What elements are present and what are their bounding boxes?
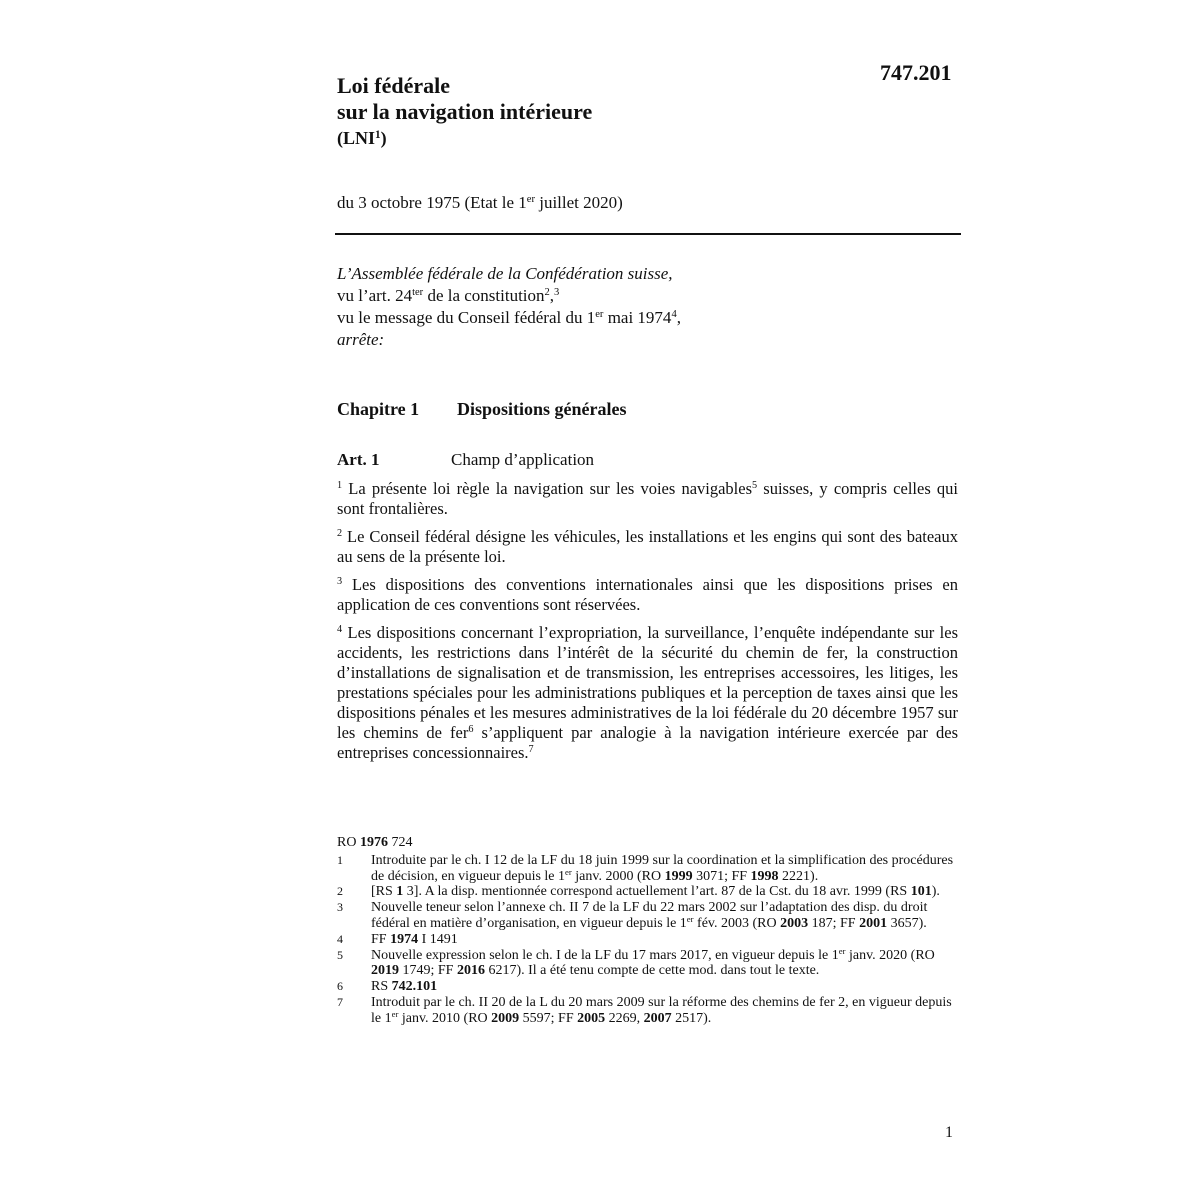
- footnotes: [337, 835, 957, 1027]
- superscript-ter: ter: [412, 287, 424, 299]
- rs-number: 747.201: [880, 60, 952, 85]
- preamble-line-constitution: [337, 285, 957, 307]
- fn-text: fév. 2003 (RO: [693, 915, 781, 931]
- article-paragraph-2: [337, 527, 958, 567]
- chapter-title: Dispositions générales: [457, 399, 627, 419]
- fn-bold: 2007: [643, 1010, 672, 1026]
- footnote-5: [337, 945, 957, 980]
- fn-sup: er: [686, 914, 694, 925]
- fn-text: 5597; FF: [519, 1010, 578, 1026]
- footnote-ref-6[interactable]: 6: [468, 724, 474, 736]
- fn-bold: 1974: [390, 931, 419, 947]
- paragraph-text: Les dispositions des conventions internationales ainsi que les dispositions prises en application de ces conventions sont réservées.: [337, 575, 958, 614]
- fn-bold: 742.101: [391, 979, 438, 995]
- fn-text: Nouvelle expression selon le ch. I de la LF du 17 mars 2017, en vigueur depuis le 1: [371, 947, 839, 963]
- date-text-a: du 3 octobre 1975 (Etat le 1: [337, 193, 527, 212]
- fn-text: Nouvelle teneur selon l’annexe ch. II 7 de la LF du 22 mars 2002 sur l’adaptation des disp. du droit fédéral en matière d’organisation, en vigueur depuis le 1: [371, 900, 928, 931]
- fn-bold: 2005: [577, 1010, 606, 1026]
- paragraph-number: 3: [337, 576, 343, 588]
- superscript-er: er: [595, 309, 604, 321]
- fn-text: ).: [931, 884, 940, 900]
- paragraph-text: Les dispositions concernant l’expropriation, la surveillance, l’enquête indépendante sur les accidents, les restrictions dans l’intérêt de la sécurité du chemin de fer, la construction d’installations de signalisation et de transmission, les entreprises accessoires, les litiges, les prestations spéciales pour les administrations publiques et la perception de taxes ainsi que les dispositions pénales et les mesures administratives de la loi fédérale du 20 décembre 1957 sur les chemins de fer: [337, 623, 958, 742]
- article-heading: [337, 450, 957, 470]
- footnote-6: [337, 979, 957, 995]
- fn-text: FF: [371, 931, 391, 947]
- paragraph-text: La présente loi règle la navigation sur les voies navigables: [342, 479, 753, 498]
- fn-bold: 1: [396, 884, 404, 900]
- page-number: 1: [945, 1124, 953, 1141]
- footnote-ref-3[interactable]: 3: [554, 287, 560, 299]
- fn-text: 2269,: [605, 1010, 644, 1026]
- footnote-number: 7: [337, 994, 343, 1009]
- official-compilation-ref: [337, 835, 957, 851]
- fn-text: [RS: [371, 884, 397, 900]
- fn-sup: er: [838, 945, 846, 956]
- paragraph-number: 2: [337, 528, 343, 540]
- fn-text: Introduit par le ch. II 20 de la L du 20 mars 2009 sur la réforme des chemins de fer 2, en vigueur depuis le 1: [371, 994, 952, 1026]
- fn-bold: 101: [910, 884, 932, 900]
- header-divider: [335, 233, 961, 235]
- abbr-text: (LNI: [337, 128, 376, 148]
- chapter-number: Chapitre 1: [337, 399, 420, 419]
- fn-text: I 1491: [418, 931, 458, 947]
- fn-text: janv. 2000 (RO: [571, 868, 665, 884]
- footnote-number: 3: [337, 900, 343, 915]
- preamble-decree: arrête:: [337, 330, 385, 349]
- article-number: Art. 1: [337, 450, 380, 469]
- paragraph-number: 4: [337, 624, 343, 636]
- fn-bold: 1999: [664, 868, 693, 884]
- preamble-text: ,: [549, 286, 555, 305]
- law-title-line-1: Loi fédérale: [337, 73, 451, 98]
- footnote-7: [337, 995, 957, 1027]
- paragraph-text: Le Conseil fédéral désigne les véhicules, les installations et les engins qui sont des bateaux au sens de la présente loi.: [337, 527, 958, 566]
- fn-bold: 1976: [359, 835, 388, 850]
- footnote-ref-2[interactable]: 2: [544, 287, 550, 299]
- fn-text: 724: [387, 835, 413, 850]
- fn-text: 6217). Il a été tenu compte de cette mod. dans tout le texte.: [484, 963, 820, 979]
- footnote-ref-1[interactable]: 1: [375, 128, 381, 141]
- footnote-number: 5: [337, 947, 343, 962]
- footnote-ref-4[interactable]: 4: [671, 309, 677, 321]
- fn-bold: 1998: [750, 868, 779, 884]
- fn-text: 1749; FF: [399, 963, 457, 979]
- footnote-ref-7[interactable]: 7: [528, 744, 534, 756]
- fn-bold: 2016: [456, 963, 485, 979]
- footnote-4: [337, 932, 957, 948]
- fn-text: 3071; FF: [692, 868, 751, 884]
- paragraph-number: 1: [337, 480, 343, 492]
- article-title: Champ d’application: [451, 450, 595, 469]
- fn-text: RO: [337, 835, 360, 850]
- date-text-b: juillet 2020): [534, 193, 623, 212]
- fn-bold: 2019: [371, 963, 399, 979]
- fn-text: 2517).: [671, 1010, 712, 1026]
- preamble-text: de la constitution: [423, 286, 545, 305]
- paragraph-text: suisses, y compris celles qui sont frontalières.: [337, 479, 958, 518]
- preamble: [337, 263, 957, 351]
- fn-text: 3]. A la disp. mentionnée correspond actuellement l’art. 87 de la Cst. du 18 avr. 1999 (RS: [403, 884, 911, 900]
- preamble-text: vu le message du Conseil fédéral du 1: [337, 308, 596, 327]
- fn-text: 2221).: [778, 868, 819, 884]
- law-title: [337, 73, 857, 125]
- preamble-text: mai 1974: [603, 308, 672, 327]
- law-date: [337, 193, 623, 213]
- fn-text: janv. 2020 (RO: [845, 947, 935, 963]
- article-paragraph-3: [337, 575, 958, 615]
- fn-text: RS: [371, 979, 392, 995]
- date-sup: er: [526, 194, 535, 206]
- article-paragraph-1: [337, 479, 958, 519]
- fn-text: 187; FF: [808, 915, 860, 931]
- law-title-line-2: sur la navigation intérieure: [337, 99, 593, 124]
- fn-bold: 2001: [859, 915, 888, 931]
- abbr-close: ): [380, 128, 387, 148]
- footnote-number: 2: [337, 884, 343, 899]
- footnote-number: 1: [337, 852, 343, 867]
- fn-sup: er: [565, 866, 572, 877]
- article-paragraph-4: [337, 623, 958, 763]
- footnote-number: 4: [337, 931, 343, 946]
- footnote-number: 6: [337, 979, 343, 994]
- paragraph-text: s’appliquent par analogie à la navigation intérieure exercée par des entreprises concessionnaires.: [337, 723, 959, 762]
- fn-bold: 2003: [780, 915, 809, 931]
- footnote-ref-5[interactable]: 5: [752, 480, 758, 492]
- fn-text: janv. 2010 (RO: [398, 1010, 492, 1026]
- fn-text: Introduite par le ch. I 12 de la LF du 18 juin 1999 sur la coordination et la simplification des procédures de décision, en vigueur depuis le 1: [371, 852, 954, 884]
- footnote-3: [337, 900, 957, 932]
- footnote-1: [337, 853, 957, 885]
- preamble-assembly: L’Assemblée fédérale de la Confédération suisse,: [337, 264, 673, 283]
- preamble-text: vu l’art. 24: [337, 286, 413, 305]
- footnote-2: [337, 884, 957, 900]
- fn-sup: er: [391, 1009, 399, 1019]
- fn-text: 3657).: [887, 915, 927, 931]
- fn-bold: 2009: [491, 1010, 520, 1026]
- preamble-text: ,: [676, 308, 681, 327]
- law-abbreviation: [337, 128, 387, 149]
- preamble-line-message: [337, 307, 957, 329]
- chapter-heading: [337, 399, 627, 420]
